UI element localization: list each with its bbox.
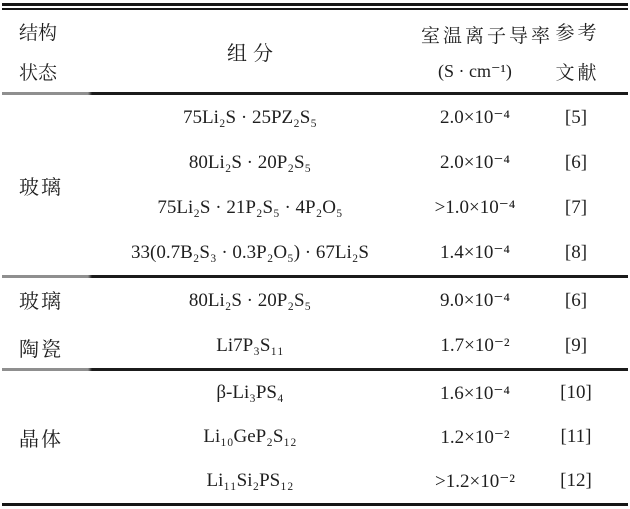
composition-cell: 33(0.7B₂S₃ · 0.3P₂O₅) · 67Li₂S [131,241,369,263]
state-label-line2: 陶瓷 [19,338,63,361]
section-crystal [2,371,628,503]
table-row [82,459,628,503]
header-reference-line1: 参考 [555,22,600,44]
state-label: 玻璃 [19,176,63,199]
conductivity-cell: >1.0×10⁻⁴ [434,197,516,218]
state-cell-glass-ceramic [2,278,82,368]
table-row [82,323,628,368]
header-state-line1: 结构 [19,22,58,44]
composition-cell: 80Li₂S · 20P₂S₅ [188,289,312,311]
table-header-row [2,10,628,92]
table-row [82,415,628,459]
composition-cell: β-Li₃PS₄ [216,382,284,403]
reference-cell: [11] [560,426,592,447]
reference-cell: [7] [564,196,588,218]
composition-cell: Li₁₁Si₂PS₁₂ [206,470,294,491]
composition-cell: 80Li₂S · 20P₂S₅ [188,151,312,173]
section-glass-ceramic [2,278,628,368]
reference-cell: [6] [564,151,588,173]
reference-cell: [6] [564,289,588,311]
header-state-line2: 状态 [19,62,58,84]
header-state-column [2,18,82,85]
table-row [82,140,628,185]
state-label-line1: 玻璃 [19,290,63,313]
table-top-rule [2,3,628,10]
section-glass [2,95,628,275]
header-conductivity-column [418,21,554,82]
table-row [82,230,628,275]
state-cell-crystal [2,371,82,503]
table-row [82,185,628,230]
conductivity-cell: 2.0×10⁻⁴ [439,152,511,173]
reference-cell: [8] [564,241,588,263]
reference-cell: [12] [560,470,592,491]
reference-cell: [10] [560,382,592,403]
table-row [82,95,628,140]
composition-cell: 75Li₂S · 21P₂S₅ · 4P₂O₅ [157,196,343,218]
conductivity-cell: 9.0×10⁻⁴ [439,290,511,311]
reference-cell: [5] [564,106,588,128]
table-row [82,371,628,415]
conductivity-cell: 1.2×10⁻² [440,426,510,448]
state-cell-glass [2,95,82,275]
state-label: 晶体 [19,428,63,451]
header-conductivity-line1: 室温离子导率 [421,25,554,47]
electrolyte-table [2,3,628,506]
conductivity-cell: 1.7×10⁻² [440,335,510,356]
composition-cell: Li7P₃S₁₁ [216,334,284,356]
composition-cell: Li₁₀GeP₂S₁₂ [203,426,297,447]
reference-cell: [9] [564,334,588,356]
conductivity-cell: 1.4×10⁻⁴ [439,242,511,263]
header-conductivity-unit: (S · cm⁻¹) [438,60,512,81]
header-reference-column [532,18,628,85]
header-reference-line2: 文献 [555,62,600,84]
conductivity-cell: 2.0×10⁻⁴ [439,107,511,128]
composition-cell: 75Li₂S · 25PZ₂S₅ [183,106,317,128]
header-composition-column: 组分 [227,42,279,65]
table-row [82,278,628,323]
conductivity-cell: >1.2×10⁻² [435,470,515,492]
conductivity-cell: 1.6×10⁻⁴ [439,382,511,404]
